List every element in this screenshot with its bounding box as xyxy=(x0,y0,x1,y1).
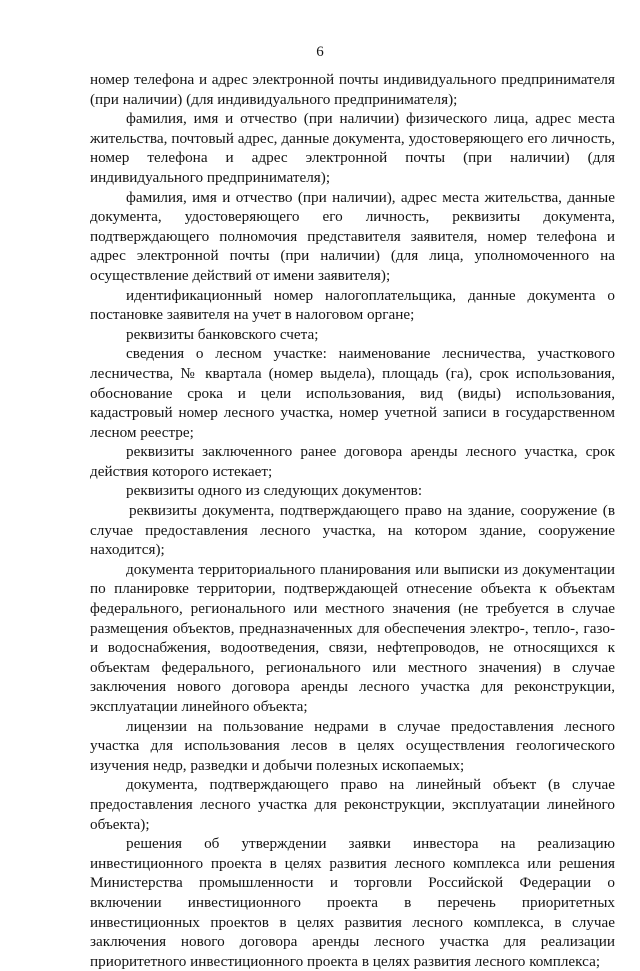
paragraph-phone-email-ip: номер телефона и адрес электронной почты индивидуального предпринимателя (при наличии) (для индивидуального предпринимателя); xyxy=(90,71,615,108)
paragraph-subsoil-license: лицензии на пользование недрами в случае предоставления лесного участка для использования лесов в целях осуществления геологического изучения недр, разведки и добычи полезных ископаемых; xyxy=(90,717,615,774)
paragraph-representative-details: фамилия, имя и отчество (при наличии), адрес места жительства, данные документа, удостоверяющего его личность, реквизиты документа, подтверждающего полномочия представителя заявителя, номер телефона и адрес электронной почты (при наличии) (для лица, уполномоченного на осуществление действий от имени заявителя); xyxy=(90,188,615,284)
page-number: 6 xyxy=(316,44,324,60)
paragraph-bank-account: реквизиты банковского счета; xyxy=(126,325,319,343)
paragraph-forest-plot-info: сведения о лесном участке: наименование лесничества, участкового лесничества, № квартала (номер выдела), площадь (га), срок использования, обоснование срока и цели использования, вид (виды) использования, кадастровый номер лесного участка, номер учетной записи в государственном лесном реестре; xyxy=(90,345,615,441)
paragraph-individual-details: фамилия, имя и отчество (при наличии) физического лица, адрес места жительства, почтовый адрес, данные документа, удостоверяющего его личность, номер телефона и адрес электронной почты (при наличии) (для индивидуального предпринимателя); xyxy=(90,110,615,186)
document-body xyxy=(90,70,615,971)
paragraph-taxpayer-id: идентификационный номер налогоплательщика, данные документа о постановке заявителя на учет в налоговом органе; xyxy=(90,286,615,324)
paragraph-documents-intro: реквизиты одного из следующих документов: xyxy=(126,482,423,500)
paragraph-territorial-planning: документа территориального планирования или выписки из документации по планировке территории, подтверждающей отнесение объекта к объектам федерального, регионального или местного значения (не требуется в случае размещения объектов, предназначенных для обеспечения электро-, тепло-, газо- и водоснабжения, водоотведения, связи, нефтепроводов, не относящихся к объектам федерального, регионального или местного значения) в случае заключения нового договора аренды лесного участка для реконструкции, эксплуатации линейного объекта; xyxy=(90,560,615,715)
paragraph-investment-project: решения об утверждении заявки инвестора на реализацию инвестиционного проекта в целях развития лесного комплекса или решения Министерства промышленности и торговли Российской Федерации о включении инвестиционного проекта в перечень приоритетных инвестиционных проектов в целях развития лесного комплекса, в случае заключения нового договора аренды лесного участка для реализации приоритетного инвестиционного проекта в целях развития лесного комплекса; xyxy=(90,835,615,970)
paragraph-linear-object-rights: документа, подтверждающего право на линейный объект (в случае предоставления лесного участка для реконструкции, эксплуатации линейного объекта); xyxy=(90,776,615,833)
paragraph-building-rights: реквизиты документа, подтверждающего право на здание, сооружение (в случае предоставления лесного участка, на котором здание, сооружение находится); xyxy=(90,502,615,559)
paragraph-previous-lease: реквизиты заключенного ранее договора аренды лесного участка, срок действия которого истекает; xyxy=(90,443,615,480)
